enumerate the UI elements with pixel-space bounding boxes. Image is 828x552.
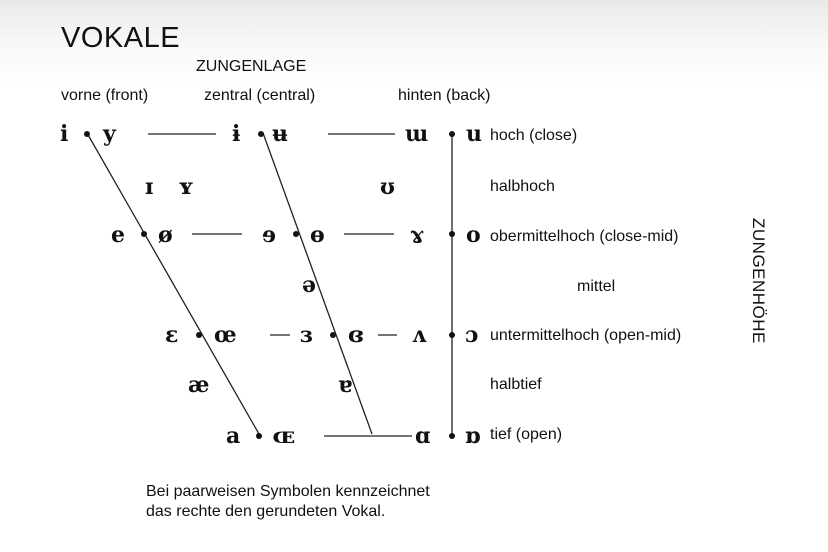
vowel-open-mid-central-unrounded: ɜ	[300, 322, 313, 348]
footnote-line-2: das rechte den gerundeten Vokal.	[146, 503, 386, 520]
vowel-near-open-front-unrounded: æ	[188, 372, 210, 398]
vowel-close-mid-central-unrounded: ɘ	[262, 222, 276, 248]
height-label-near-open: halbtief	[490, 376, 542, 393]
vowel-close-mid-back-rounded: o	[466, 222, 481, 248]
vowel-near-close-front-rounded: ʏ	[178, 174, 194, 200]
vowel-dot	[141, 231, 147, 237]
column-label-back: hinten (back)	[398, 87, 491, 104]
height-label-open: tief (open)	[490, 426, 563, 443]
vowel-dot	[449, 433, 455, 439]
vowel-open-mid-back-rounded: ɔ	[465, 322, 479, 348]
height-label-mid: mittel	[577, 278, 616, 295]
vowel-open-mid-central-rounded: ɞ	[348, 322, 364, 348]
vowel-close-front-unrounded: i	[60, 121, 69, 147]
vowel-near-close-front-unrounded: ɪ	[145, 174, 154, 200]
vowel-open-back-rounded: ɒ	[465, 423, 481, 449]
vowel-dot	[449, 231, 455, 237]
height-label-near-close: halbhoch	[490, 178, 555, 195]
vowel-close-mid-back-unrounded: ɤ	[410, 222, 424, 248]
tongue-position-heading: ZUNGENLAGE	[196, 58, 307, 75]
column-label-central: zentral (central)	[204, 87, 316, 104]
vowel-dot	[449, 131, 455, 137]
vowel-open-mid-front-rounded: œ	[214, 322, 237, 348]
vowel-open-front-rounded: ɶ	[272, 423, 296, 449]
height-label-close: hoch (close)	[490, 127, 578, 144]
vowel-open-mid-front-unrounded: ɛ	[165, 322, 179, 348]
vowel-close-mid-front-unrounded: e	[111, 222, 125, 248]
vowel-dot	[196, 332, 202, 338]
central-diagonal-line	[263, 133, 372, 434]
vowel-close-back-rounded: u	[466, 121, 482, 147]
tongue-height-axis-label: ZUNGENHÖHE	[749, 218, 768, 344]
vowel-dot	[293, 231, 299, 237]
vowel-dot	[330, 332, 336, 338]
vowel-close-back-unrounded: ɯ	[405, 121, 429, 147]
footnote	[146, 482, 430, 522]
height-label-close-mid: obermittelhoch (close-mid)	[490, 228, 679, 245]
column-label-front: vorne (front)	[61, 87, 149, 104]
vowel-close-central-unrounded: ɨ	[232, 121, 241, 147]
vowel-dot	[256, 433, 262, 439]
vowel-close-mid-central-rounded: ɵ	[310, 222, 325, 248]
vowel-dot	[449, 332, 455, 338]
vowel-near-open-central: ɐ	[338, 372, 353, 398]
height-label-open-mid: untermittelhoch (open-mid)	[490, 327, 682, 344]
vowel-close-front-rounded: y	[103, 121, 116, 147]
vowel-open-front-unrounded: a	[226, 423, 241, 449]
vowel-near-close-back-rounded: ʊ	[380, 174, 395, 200]
vowel-open-mid-back-unrounded: ʌ	[412, 322, 427, 348]
vowel-mid-central: ə	[302, 272, 316, 298]
page-title: VOKALE	[61, 22, 181, 54]
front-diagonal-line	[87, 133, 259, 434]
vowel-dot	[258, 131, 264, 137]
vowel-open-back-unrounded: ɑ	[415, 423, 431, 449]
vowel-dot	[84, 131, 90, 137]
vowel-close-central-rounded: ʉ	[272, 121, 288, 147]
footnote-line-1: Bei paarweisen Symbolen kennzeichnet	[146, 483, 430, 500]
vowel-close-mid-front-rounded: ø	[158, 222, 173, 248]
